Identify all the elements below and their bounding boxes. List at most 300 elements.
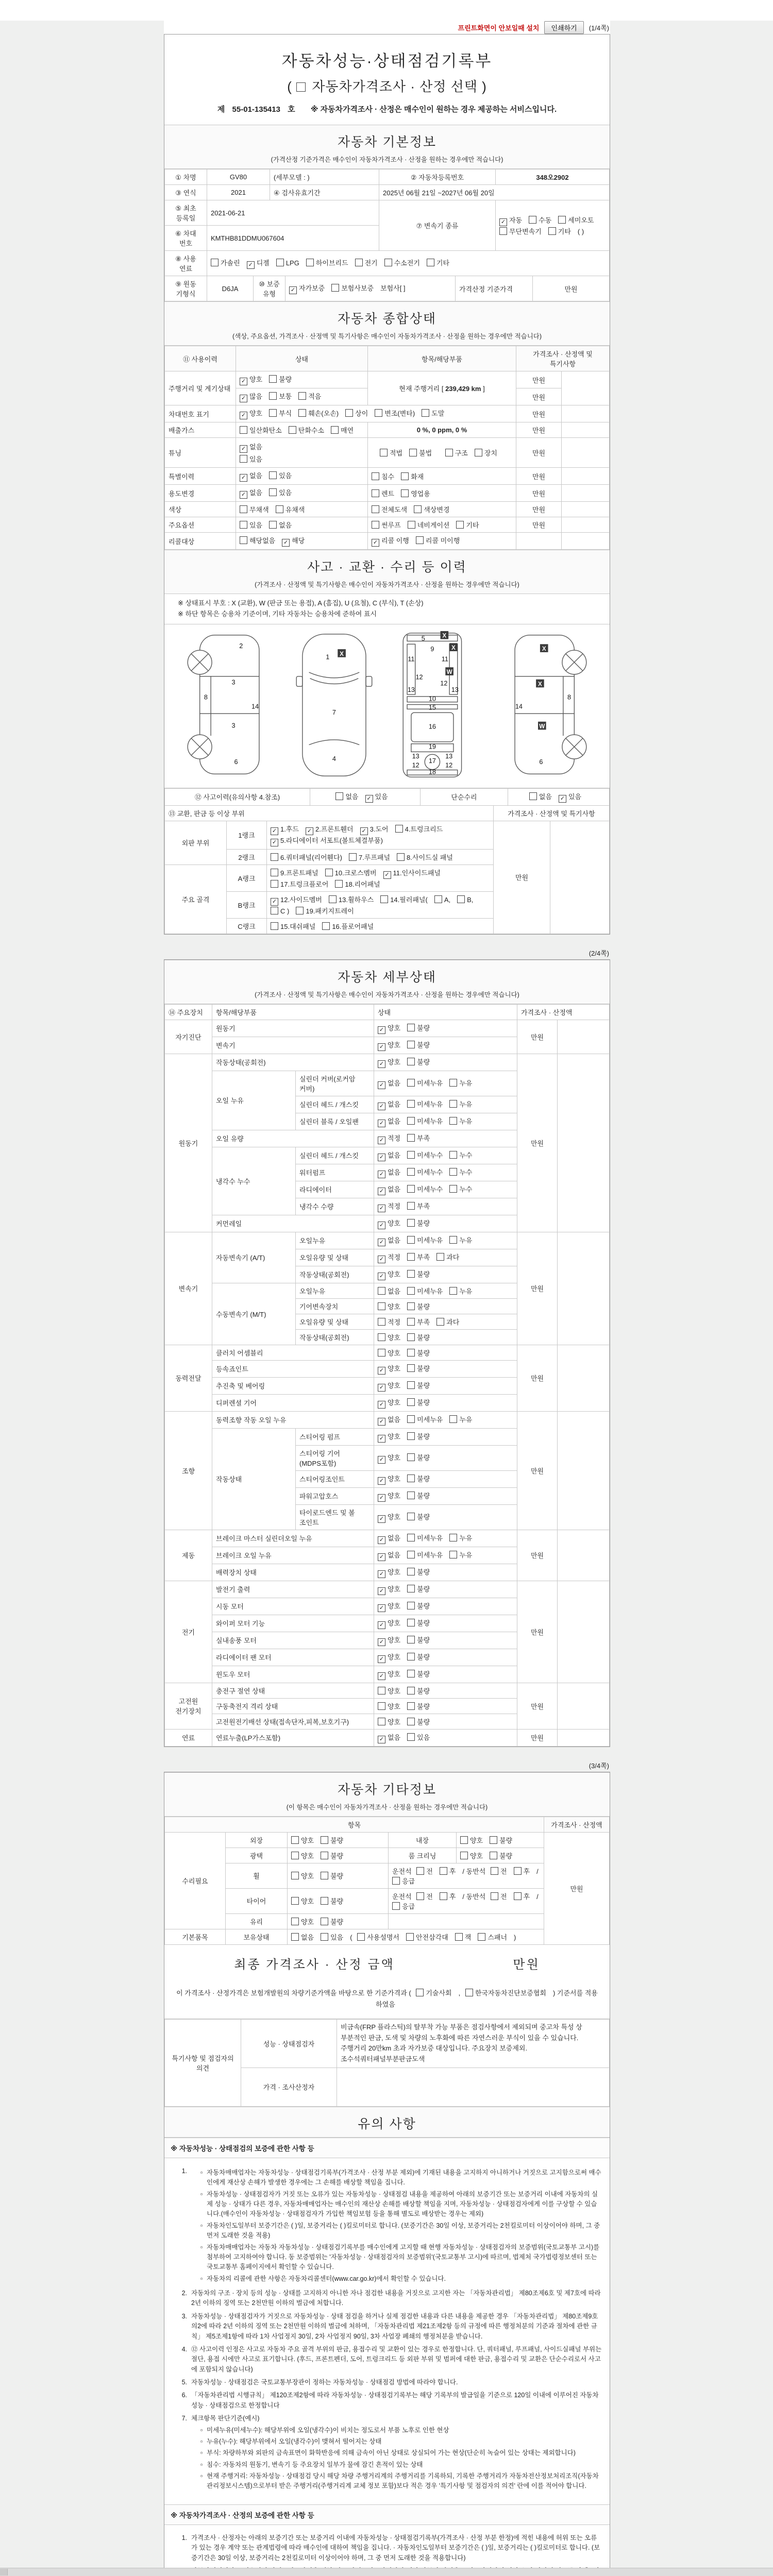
- checkbox[interactable]: ✓: [378, 1672, 385, 1680]
- damage-mark-letter: W: [539, 723, 545, 730]
- option: [407, 1618, 430, 1628]
- checkbox[interactable]: [331, 426, 339, 434]
- checkbox[interactable]: ✓: [378, 1256, 385, 1263]
- detail-row: [165, 1581, 610, 1598]
- checkbox[interactable]: [291, 1897, 299, 1905]
- checkbox[interactable]: [427, 259, 434, 266]
- checkbox[interactable]: [322, 922, 330, 930]
- checkbox[interactable]: [465, 1989, 473, 1996]
- checkbox[interactable]: [291, 1852, 299, 1859]
- checkbox[interactable]: [378, 1702, 385, 1710]
- checkbox[interactable]: [449, 1236, 457, 1244]
- checkbox[interactable]: ✓: [383, 871, 391, 879]
- checkbox[interactable]: [378, 1349, 385, 1357]
- checkbox-label: 색상변경: [424, 506, 450, 514]
- checkbox[interactable]: [407, 1333, 415, 1341]
- checkbox[interactable]: ✓: [378, 1026, 385, 1034]
- price-cell: 만원: [517, 1530, 558, 1581]
- option: [514, 1866, 530, 1876]
- option: [378, 1184, 400, 1195]
- detail-table: [164, 1004, 610, 1747]
- checkbox[interactable]: [407, 1619, 415, 1626]
- checkbox[interactable]: [407, 1475, 415, 1482]
- status-options: [374, 1649, 517, 1666]
- checkbox[interactable]: [449, 1534, 457, 1541]
- checkbox[interactable]: ✓: [378, 1205, 385, 1212]
- checkbox[interactable]: [271, 907, 278, 914]
- price-survey-checkbox[interactable]: [296, 82, 306, 92]
- checkbox[interactable]: [407, 1585, 415, 1592]
- section-detail: [164, 960, 610, 1004]
- checkbox[interactable]: [240, 426, 247, 434]
- caution-a-heading: ※ 자동차성능 · 상태점검의 보증에 관한 사항 등: [164, 2138, 610, 2158]
- table-row: ✓ 많음 보통 적음 만원: [165, 388, 610, 405]
- option-text: 운전석: [392, 1867, 414, 1875]
- checkbox[interactable]: ✓: [378, 1587, 385, 1595]
- checkbox[interactable]: ✓: [306, 827, 313, 835]
- checkbox[interactable]: ✓: [378, 1536, 385, 1544]
- checkbox[interactable]: [529, 792, 537, 800]
- checkbox[interactable]: [380, 449, 388, 456]
- panel-section-label: ⑬ 교환, 판금 등 이상 부위: [165, 805, 494, 821]
- checkbox[interactable]: [357, 1933, 365, 1941]
- checkbox[interactable]: ✓: [378, 1103, 385, 1110]
- checkbox[interactable]: [491, 1892, 498, 1900]
- notice-number: 6.: [181, 2392, 187, 2399]
- checkbox-label: 한국자동차진단보증협회: [475, 1989, 546, 1997]
- checkbox[interactable]: [335, 792, 343, 800]
- status-options: [374, 1329, 517, 1345]
- checkbox[interactable]: [407, 1185, 415, 1193]
- checkbox[interactable]: [271, 853, 278, 861]
- checkbox[interactable]: [449, 1117, 457, 1125]
- checkbox-label: 9.프론트패널: [280, 869, 318, 877]
- panel-number: 11: [408, 655, 415, 663]
- checkbox[interactable]: [276, 505, 283, 513]
- checkbox[interactable]: ✓: [240, 395, 247, 402]
- checkbox[interactable]: [321, 1933, 328, 1941]
- checkbox[interactable]: [445, 449, 453, 456]
- checkbox[interactable]: [407, 1117, 415, 1125]
- option: [407, 1099, 443, 1109]
- checkbox[interactable]: [407, 1432, 415, 1440]
- checkbox-label: 부족: [417, 1253, 430, 1261]
- option: [282, 535, 305, 547]
- panel-number: 7: [332, 708, 336, 716]
- option: [329, 894, 374, 904]
- option: [240, 425, 282, 435]
- notice-bullet: ▫ 자동차인도일부터 보증기간은 ( )일, 보증거리는 ( )킬로미터로 합니다. (보증기간은 30일 이상, 보증거리는 2천킬로미터 이상이어야 하며, 그 중 먼저 도래한 것을 적용): [200, 2221, 602, 2241]
- table-row: 주행거리 및 계기상태 ✓ 양호 불량 현재 주행거리 [ 239,429 km ] 만원: [165, 371, 610, 388]
- checkbox[interactable]: [460, 1852, 468, 1859]
- checkbox[interactable]: [407, 1236, 415, 1244]
- checkbox[interactable]: ✓: [378, 1367, 385, 1375]
- checkbox[interactable]: [375, 409, 382, 417]
- panel-number: 12: [412, 761, 419, 769]
- checkbox[interactable]: ✓: [378, 1418, 385, 1426]
- checkbox[interactable]: [456, 521, 464, 529]
- checkbox[interactable]: ✓: [378, 1154, 385, 1161]
- main-option-options: [236, 517, 368, 533]
- checkbox[interactable]: ✓: [378, 1477, 385, 1485]
- checkbox[interactable]: [378, 1318, 385, 1326]
- checkbox[interactable]: [490, 1836, 497, 1844]
- checkbox[interactable]: ✓: [378, 1655, 385, 1663]
- checkbox[interactable]: [449, 1151, 457, 1159]
- checkbox[interactable]: [407, 1024, 415, 1031]
- checkbox[interactable]: [490, 1852, 497, 1859]
- checkbox[interactable]: ✓: [378, 1736, 385, 1743]
- device-group-label: 조향: [165, 1411, 212, 1530]
- checkbox[interactable]: ✓: [282, 539, 290, 547]
- checkbox[interactable]: [460, 1836, 468, 1844]
- checkbox[interactable]: [407, 1253, 415, 1261]
- checkbox-label: 과다: [446, 1318, 460, 1326]
- checkbox[interactable]: [407, 1568, 415, 1575]
- checkbox[interactable]: [407, 1733, 415, 1741]
- checkbox[interactable]: ✓: [378, 1570, 385, 1578]
- checkbox[interactable]: ✓: [378, 1621, 385, 1629]
- checkbox[interactable]: ✓: [240, 412, 247, 419]
- checkbox-label: 없음: [388, 1534, 401, 1542]
- print-notice[interactable]: 프린트화면이 안보일때 설치: [458, 24, 540, 32]
- checkbox[interactable]: [306, 259, 314, 266]
- checkbox[interactable]: [240, 455, 247, 463]
- checkbox-label: 양호: [388, 1270, 401, 1278]
- checkbox[interactable]: [407, 1287, 415, 1295]
- checkbox[interactable]: [416, 1892, 424, 1900]
- recall-options: [236, 533, 368, 550]
- checkbox[interactable]: [407, 1202, 415, 1210]
- checkbox[interactable]: [407, 1151, 415, 1159]
- checkbox[interactable]: [335, 880, 343, 888]
- checkbox[interactable]: [407, 1318, 415, 1326]
- checkbox-label: 전: [500, 1892, 507, 1901]
- option: [378, 1533, 400, 1544]
- checkbox[interactable]: ✓: [378, 1604, 385, 1612]
- checkbox[interactable]: [407, 1670, 415, 1677]
- checkbox-label: 적정: [388, 1253, 401, 1261]
- checkbox[interactable]: [440, 1867, 447, 1875]
- checkbox[interactable]: [407, 1381, 415, 1389]
- checkbox[interactable]: [291, 1836, 299, 1844]
- checkbox[interactable]: [407, 1718, 415, 1725]
- checkbox[interactable]: [298, 409, 306, 417]
- checkbox[interactable]: [378, 1287, 385, 1295]
- checkbox[interactable]: [491, 1867, 498, 1875]
- checkbox[interactable]: [449, 1185, 457, 1193]
- legend-line-2: ※ 하단 항목은 승용차 기준이며, 기타 자동차는 승용차에 준하여 표시: [178, 609, 377, 618]
- checkbox[interactable]: [345, 409, 353, 417]
- checkbox[interactable]: [449, 1551, 457, 1558]
- tuning-options: [236, 438, 368, 468]
- checkbox[interactable]: [407, 1134, 415, 1142]
- checkbox[interactable]: [408, 521, 415, 529]
- checkbox[interactable]: [548, 227, 556, 235]
- checkbox[interactable]: ✓: [378, 1435, 385, 1443]
- panel-number: 13: [412, 752, 419, 760]
- checkbox-label: 불량: [417, 1041, 430, 1049]
- checkbox[interactable]: [407, 1168, 415, 1176]
- print-button[interactable]: 인쇄하기: [544, 21, 583, 34]
- status-options: [374, 1360, 517, 1377]
- checkbox[interactable]: [271, 869, 278, 876]
- checkbox[interactable]: ✓: [240, 474, 247, 482]
- checkbox[interactable]: ✓: [240, 445, 247, 453]
- checkbox[interactable]: [395, 825, 403, 833]
- checkbox[interactable]: [436, 1318, 444, 1326]
- checkbox-label: 매연: [341, 427, 354, 434]
- checkbox[interactable]: [529, 216, 536, 224]
- checkbox[interactable]: [455, 1933, 463, 1941]
- status-options: [374, 1445, 517, 1470]
- checkbox-label: 누유: [459, 1100, 473, 1108]
- checkbox[interactable]: ✓: [271, 898, 278, 906]
- checkbox[interactable]: [436, 1253, 444, 1261]
- checkbox[interactable]: ✓: [378, 1638, 385, 1646]
- checkbox[interactable]: [440, 1892, 447, 1900]
- notice-bullet: ▫ 부식: 차량하부와 외판의 금속표면이 화학반응에 의해 금속이 아닌 상태로 상실되어 가는 현상(단순히 녹슬어 있는 상태는 제외합니다): [200, 2448, 602, 2458]
- checkbox[interactable]: [407, 1079, 415, 1087]
- checkbox[interactable]: [240, 521, 247, 529]
- checkbox[interactable]: [349, 853, 357, 861]
- checkbox[interactable]: [407, 1551, 415, 1558]
- checkbox[interactable]: [392, 1877, 400, 1885]
- simple-repair-label: 단순수리: [421, 788, 508, 805]
- checkbox[interactable]: [269, 471, 277, 479]
- checkbox[interactable]: ✓: [271, 839, 278, 846]
- checkbox[interactable]: [407, 1687, 415, 1694]
- checkbox-label: 있음: [330, 1933, 344, 1941]
- checkbox[interactable]: ✓: [499, 218, 507, 226]
- checkbox[interactable]: [289, 426, 296, 434]
- option: [548, 226, 571, 236]
- checkbox[interactable]: [401, 489, 409, 497]
- checkbox[interactable]: [211, 259, 219, 266]
- checkbox[interactable]: [355, 259, 363, 266]
- checkbox[interactable]: ✓: [378, 1222, 385, 1229]
- checkbox[interactable]: [271, 880, 278, 888]
- checkbox[interactable]: [378, 1302, 385, 1310]
- checkbox[interactable]: [407, 1364, 415, 1372]
- checkbox[interactable]: [414, 505, 422, 513]
- checkbox-label: 12.사이드멤버: [280, 895, 322, 904]
- checkbox-label: 썬루프: [381, 521, 401, 529]
- checkbox[interactable]: [372, 521, 379, 529]
- checkbox[interactable]: [416, 536, 424, 544]
- checkbox[interactable]: [449, 1287, 457, 1295]
- checkbox[interactable]: [407, 1302, 415, 1310]
- section-note: (가격조사 · 산정액 및 특기사항은 매수인이 자동차가격조사 · 산정을 원하는 경우에만 적습니다): [255, 581, 519, 588]
- checkbox[interactable]: [558, 216, 566, 224]
- checkbox[interactable]: [372, 505, 379, 513]
- option: [378, 1332, 400, 1342]
- checkbox[interactable]: [407, 1270, 415, 1278]
- checkbox[interactable]: [321, 1872, 328, 1879]
- checkbox[interactable]: [392, 1902, 400, 1910]
- checkbox[interactable]: [407, 1041, 415, 1048]
- checkbox[interactable]: [291, 1933, 299, 1941]
- checkbox[interactable]: [407, 1492, 415, 1499]
- notice-bullet: ▫ 자동차매매업자는 자동차성능 · 상태점검기록부(가격조사 · 산정 부분 제외)에 기재된 내용을 고지하지 아니하거나 거짓으로 고지함으로써 매수인에게 재산상 손해가 발생한 경우에는 그 손해를 배상할 책임을 집니다.: [200, 2168, 602, 2188]
- checkbox[interactable]: ✓: [559, 795, 566, 803]
- checkbox[interactable]: [407, 1100, 415, 1108]
- checkbox[interactable]: ✓: [378, 1494, 385, 1502]
- checkbox[interactable]: ✓: [378, 1060, 385, 1068]
- checkbox[interactable]: [240, 505, 247, 513]
- checkbox[interactable]: [269, 409, 277, 417]
- checkbox[interactable]: [407, 1636, 415, 1643]
- checkbox[interactable]: [406, 1933, 414, 1941]
- checkbox[interactable]: [372, 489, 379, 497]
- checkbox-label: 과다: [446, 1253, 460, 1261]
- checkbox[interactable]: [407, 1058, 415, 1065]
- checkbox[interactable]: ✓: [378, 1043, 385, 1051]
- checkbox-label: 가솔린: [221, 259, 240, 267]
- checkbox-label: 10.크로스멤버: [334, 869, 377, 877]
- checkbox[interactable]: ✓: [378, 1515, 385, 1523]
- checkbox[interactable]: [407, 1653, 415, 1660]
- checkbox[interactable]: [475, 449, 482, 456]
- option: [407, 1133, 430, 1143]
- checkbox-label: 불량: [499, 1836, 513, 1844]
- damage-mark-letter: X: [340, 650, 344, 657]
- field-label: ④ 검사유효기간: [270, 185, 379, 200]
- checkbox[interactable]: [380, 895, 388, 903]
- status-options: [374, 1598, 517, 1615]
- checkbox[interactable]: [384, 259, 392, 266]
- checkbox[interactable]: [291, 1872, 299, 1879]
- checkbox[interactable]: ✓: [378, 1171, 385, 1178]
- checkbox[interactable]: [296, 907, 304, 914]
- option: [465, 1988, 546, 1999]
- checkbox[interactable]: [271, 922, 278, 930]
- checkbox[interactable]: [397, 853, 405, 861]
- checkbox[interactable]: [269, 375, 277, 383]
- checkbox[interactable]: ✓: [271, 827, 278, 835]
- checkbox-label: 미세누유: [417, 1079, 443, 1087]
- checkbox-label: 응급: [402, 1902, 415, 1910]
- checkbox[interactable]: [422, 409, 429, 417]
- checkbox[interactable]: [321, 1836, 328, 1844]
- checkbox[interactable]: ✓: [360, 827, 368, 835]
- checkbox[interactable]: ✓: [378, 1384, 385, 1392]
- scrollbar-left-button[interactable]: [0, 2569, 8, 2575]
- checkbox[interactable]: [409, 449, 417, 456]
- checkbox[interactable]: [449, 1415, 457, 1423]
- checkbox[interactable]: [407, 1702, 415, 1710]
- horizontal-scrollbar[interactable]: [0, 2568, 773, 2576]
- checkbox-label: 불량: [417, 1432, 430, 1440]
- checkbox[interactable]: [276, 259, 284, 266]
- checkbox-label: 17.트렁크플로어: [280, 880, 329, 888]
- checkbox[interactable]: [298, 392, 306, 400]
- checkbox[interactable]: [329, 895, 337, 903]
- notes-cell: [558, 1581, 610, 1683]
- option: [407, 1201, 430, 1211]
- checkbox[interactable]: ✓: [247, 261, 255, 269]
- checkbox[interactable]: ✓: [378, 1273, 385, 1280]
- checkbox[interactable]: [321, 1918, 328, 1925]
- car-diagram: [171, 628, 603, 782]
- status-options: [374, 1487, 517, 1504]
- checkbox[interactable]: [407, 1513, 415, 1520]
- checkbox[interactable]: [499, 227, 507, 235]
- checkbox[interactable]: [434, 895, 442, 903]
- checkbox[interactable]: [407, 1219, 415, 1227]
- checkbox[interactable]: [378, 1687, 385, 1694]
- checkbox[interactable]: [416, 1867, 424, 1875]
- checkbox[interactable]: [291, 1918, 299, 1925]
- panel-number: 1: [326, 653, 330, 661]
- checkbox[interactable]: ✓: [289, 286, 297, 294]
- checkbox-label: 보험사보증: [341, 284, 374, 292]
- checkbox-label: 없음: [388, 1415, 401, 1423]
- checkbox[interactable]: ✓: [378, 1401, 385, 1409]
- checkbox[interactable]: [378, 1718, 385, 1725]
- checkbox[interactable]: ✓: [378, 1456, 385, 1464]
- checkbox[interactable]: ✓: [378, 1188, 385, 1195]
- checkbox[interactable]: [514, 1892, 522, 1900]
- checkbox[interactable]: [378, 1333, 385, 1341]
- checkbox[interactable]: [514, 1867, 522, 1875]
- checkbox[interactable]: [372, 472, 379, 480]
- checkbox[interactable]: [478, 1933, 485, 1941]
- checkbox[interactable]: [321, 1897, 328, 1905]
- checkbox[interactable]: ✓: [240, 491, 247, 499]
- price-cell: 만원: [517, 1054, 558, 1232]
- checkbox[interactable]: ✓: [378, 1137, 385, 1144]
- option: [407, 1269, 430, 1279]
- checkbox[interactable]: [457, 895, 465, 903]
- checkbox[interactable]: [449, 1100, 457, 1108]
- item-label: 충전구 절연 상태: [212, 1683, 374, 1698]
- checkbox-label: 응급: [402, 1877, 415, 1885]
- table-row: 색상 무채색 유채색 전체도색 색상변경 만원: [165, 502, 610, 517]
- checkbox[interactable]: ✓: [378, 1120, 385, 1127]
- checkbox[interactable]: ✓: [378, 1081, 385, 1089]
- checkbox[interactable]: [407, 1453, 415, 1461]
- checkbox[interactable]: [407, 1602, 415, 1609]
- checkbox[interactable]: [325, 869, 333, 876]
- checkbox[interactable]: ✓: [372, 539, 379, 547]
- checkbox[interactable]: ✓: [378, 1239, 385, 1246]
- checkbox-label: 불량: [417, 1349, 430, 1357]
- checkbox[interactable]: [331, 284, 339, 292]
- option: [460, 1835, 483, 1845]
- checkbox[interactable]: ✓: [378, 1553, 385, 1561]
- option: [360, 824, 389, 835]
- checkbox[interactable]: [416, 1989, 424, 1996]
- checkbox[interactable]: [240, 536, 247, 544]
- option: [407, 1533, 443, 1543]
- detail-row: [165, 1530, 610, 1547]
- checkbox[interactable]: [407, 1349, 415, 1357]
- checkbox[interactable]: [321, 1852, 328, 1859]
- checkbox[interactable]: [407, 1398, 415, 1406]
- checkbox[interactable]: [269, 488, 277, 496]
- checkbox[interactable]: [407, 1415, 415, 1423]
- engine-type-value: D6JA: [207, 276, 254, 301]
- checkbox[interactable]: ✓: [365, 795, 373, 803]
- checkbox[interactable]: [407, 1534, 415, 1541]
- checkbox[interactable]: [449, 1079, 457, 1087]
- checkbox[interactable]: [401, 472, 409, 480]
- checkbox[interactable]: ✓: [240, 378, 247, 385]
- checkbox[interactable]: [269, 521, 277, 529]
- checkbox[interactable]: [449, 1168, 457, 1176]
- checkbox[interactable]: [269, 392, 277, 400]
